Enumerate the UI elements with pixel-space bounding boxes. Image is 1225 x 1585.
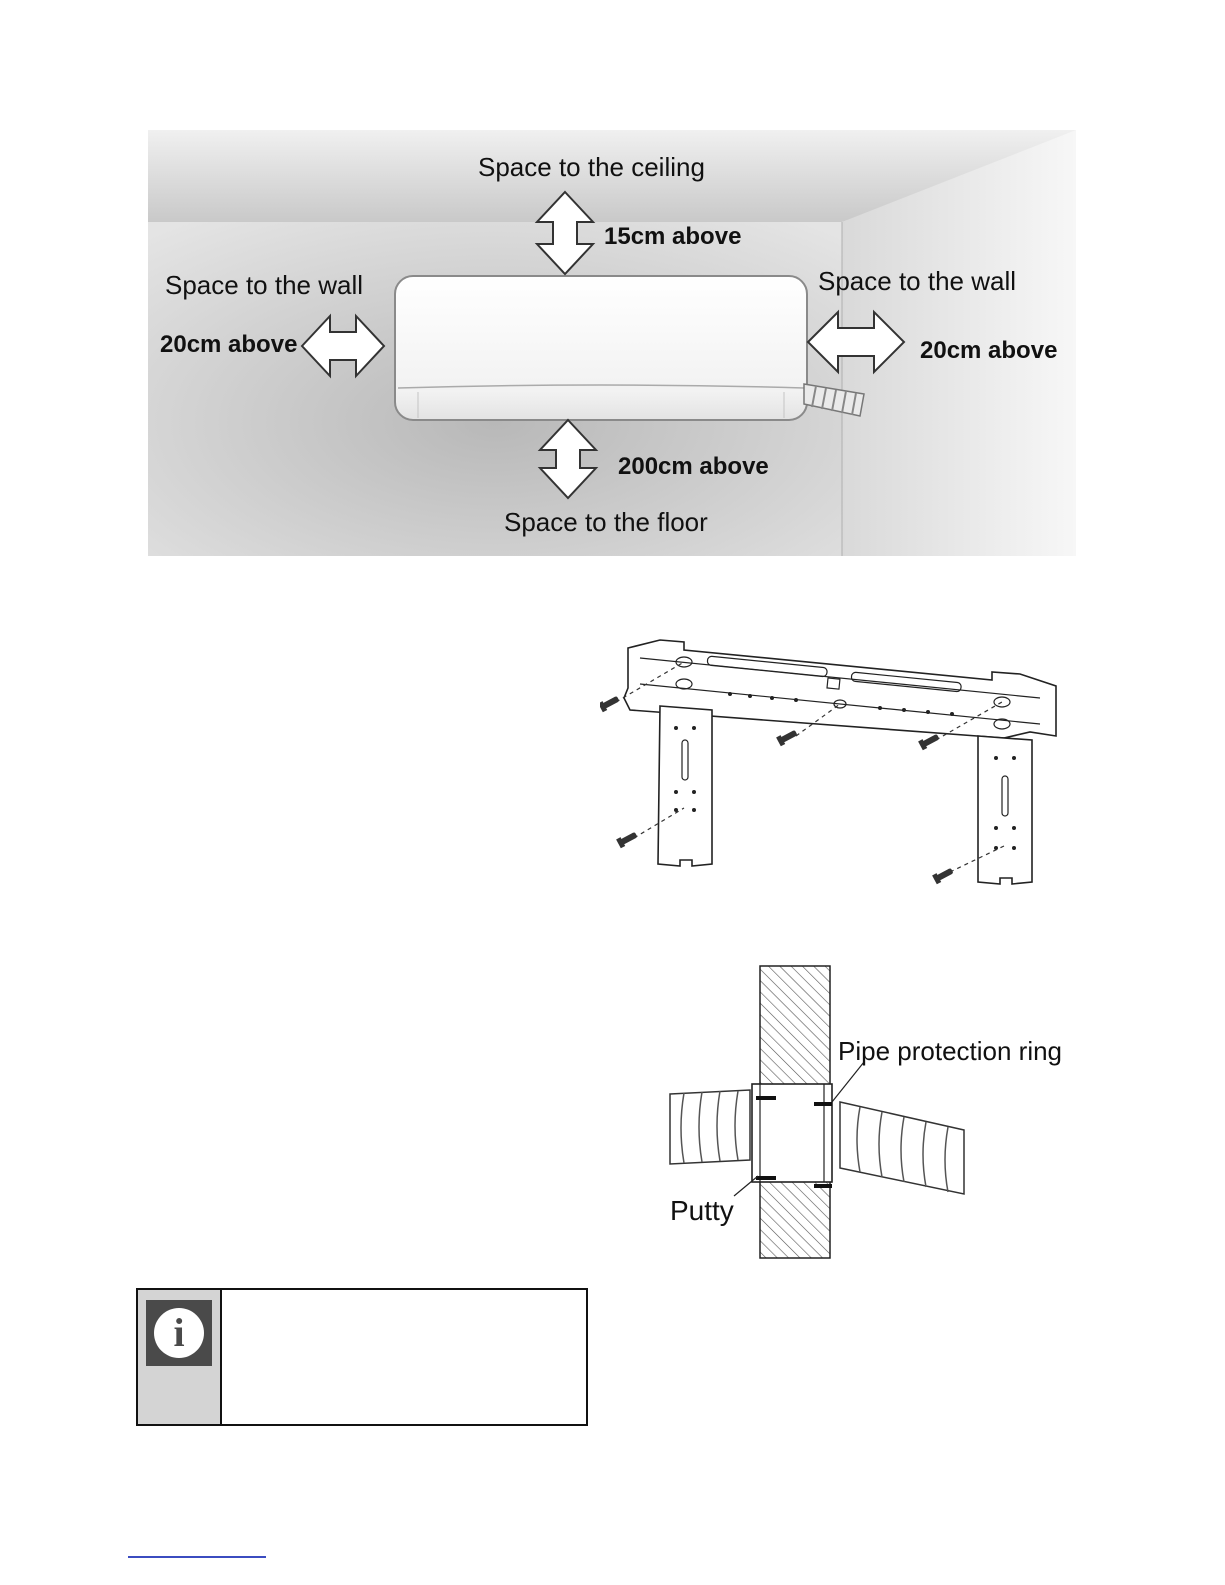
screw [776, 728, 798, 746]
info-glyph: i [173, 1310, 185, 1355]
floor-label: Space to the floor [504, 507, 708, 537]
info-icon [146, 1300, 212, 1366]
info-box [136, 1288, 588, 1426]
screw [600, 694, 620, 712]
pipe-ring-label: Pipe protection ring [838, 1036, 1063, 1066]
wall-pipe-diagram [664, 964, 1064, 1260]
screw [616, 830, 638, 848]
plate-leg-left [658, 706, 712, 866]
info-sidebar [138, 1290, 222, 1424]
info-circle [154, 1308, 204, 1358]
footer-link-underline[interactable] [128, 1556, 266, 1558]
indoor-unit [395, 276, 864, 420]
screw [932, 866, 954, 884]
floor-value: 200cm above [618, 453, 769, 480]
info-text [222, 1290, 586, 1424]
wall-right-label: Space to the wall [818, 266, 1017, 296]
clearance-diagram [148, 130, 1076, 556]
plate-leg-right [978, 736, 1032, 884]
screw [918, 732, 940, 750]
wall-left-value: 20cm above [160, 331, 298, 358]
putty-label: Putty [670, 1195, 734, 1226]
wall-left-label: Space to the wall [165, 270, 364, 300]
mounting-plate-diagram [600, 628, 1070, 890]
ceiling-label: Space to the ceiling [478, 152, 705, 182]
ceiling-value: 15cm above [604, 223, 742, 250]
wall-right-value: 20cm above [920, 337, 1058, 364]
